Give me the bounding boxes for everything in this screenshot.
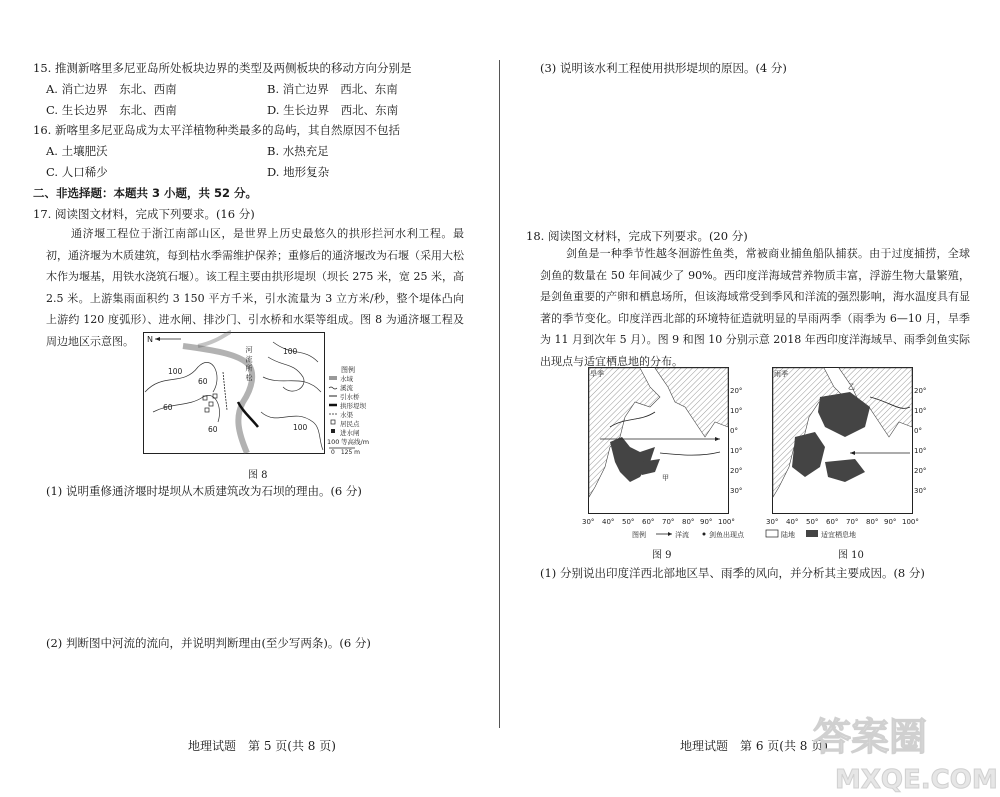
page-divider xyxy=(499,60,500,728)
contour-label: 100 xyxy=(293,423,308,432)
contour-label: 60 xyxy=(208,425,218,434)
svg-text:30°: 30° xyxy=(730,487,743,495)
watermark-logo xyxy=(805,708,998,795)
q16-option-b: B. 水热充足 xyxy=(267,144,329,158)
svg-text:80°: 80° xyxy=(682,518,695,526)
svg-text:100°: 100° xyxy=(902,518,919,526)
lon-labels-wet xyxy=(766,518,919,526)
maps-legend xyxy=(632,530,856,539)
q18-paragraph: 剑鱼是一种季节性越冬洄游性鱼类，常被商业捕鱼船队捕获。由于过度捕捞，全球剑鱼的数量在 50 年间减少了 90%。西印度洋海域营养物质丰富，浮游生物大量繁殖，是剑鱼重要的产卵和栖息场所，但该海域常受到季风和洋流的强烈影响，海水温度具有显著的季节变化。印度洋西北部的环境特征造就明显的旱雨两季（雨季为 6—10 月，旱季为 11 月到次年 5 月）。图 9 和图 10 分别示意 2018 年西印度洋海域旱、雨季剑鱼实际出现点与适宜栖息地的分布。 xyxy=(540,247,970,368)
q17-stem: 17. 阅读图文材料，完成下列要求。(16 分) xyxy=(33,207,255,221)
lat-labels-wet xyxy=(914,387,926,495)
north-label: N xyxy=(147,335,153,344)
svg-text:30°: 30° xyxy=(766,518,779,526)
legend-contour-value: 100 xyxy=(327,438,340,446)
svg-text:80°: 80° xyxy=(866,518,879,526)
legend-water-swatch xyxy=(329,376,337,380)
svg-text:70°: 70° xyxy=(662,518,675,526)
contour-label: 60 xyxy=(163,403,173,412)
svg-text:70°: 70° xyxy=(846,518,859,526)
figure-10-caption: 图 10 xyxy=(838,550,864,561)
legend-gate: 进水闸 xyxy=(340,429,360,437)
right-page xyxy=(502,0,1000,797)
svg-text:10°: 10° xyxy=(730,407,743,415)
legend-settlement: 居民点 xyxy=(340,420,360,428)
svg-text:60°: 60° xyxy=(642,518,655,526)
figure-8-caption: 图 8 xyxy=(248,470,268,481)
q16-option-c: C. 人口稀少 xyxy=(46,165,108,179)
watermark-url: MXQE.COM xyxy=(835,765,998,795)
svg-text:10°: 10° xyxy=(730,447,743,455)
q15-option-b: B. 消亡边界 西北、东南 xyxy=(267,82,398,96)
svg-text:10°: 10° xyxy=(914,447,927,455)
legend-water: 水域 xyxy=(340,375,353,383)
svg-text:50°: 50° xyxy=(622,518,635,526)
legend-dam: 拱形堤坝 xyxy=(340,402,366,410)
map-frame xyxy=(144,333,325,454)
q17-sub3: (3) 说明该水利工程使用拱形堤坝的原因。(4 分) xyxy=(540,61,787,75)
figures-9-10-maps xyxy=(580,367,960,539)
svg-text:40°: 40° xyxy=(786,518,799,526)
svg-text:90°: 90° xyxy=(700,518,713,526)
svg-text:90°: 90° xyxy=(884,518,897,526)
legend-title: 图例 xyxy=(341,366,355,374)
legend-title: 图例 xyxy=(632,531,646,539)
q16-option-d: D. 地形复杂 xyxy=(267,165,330,179)
legend-habitat: 适宜栖息地 xyxy=(821,531,856,539)
legend-stream: 溪流 xyxy=(340,384,353,392)
q15-option-c: C. 生长边界 东北、西南 xyxy=(46,103,177,117)
watermark-text: 答案圈 xyxy=(813,715,928,759)
q17-paragraph: 通济堰工程位于浙江南部山区，是世界上历史最悠久的拱形拦河水利工程。最初，通济堰为木质建筑，每到枯水季需维护保养；重修后的通济堰改为石堰（采用大松木作为堰基，用铁水浇筑石堰）。该工程主要由拱形堤坝（坝长 275 米，宽 25 米，高 2.5 米。上游集雨面积约 3 150 平方千米，引水流量为 3 立方米/秒，整个堤体凸向上游约 120 度弧形）、进水闸、排沙门、引水桥和水渠等组成。图 8 为通济堰工程及周边地区示意图。 xyxy=(46,227,464,348)
q18-sub1: (1) 分别说出印度洋西北部地区旱、雨季的风向，并分析其主要成因。(8 分) xyxy=(540,566,925,580)
legend-contour: 等高线/m xyxy=(341,438,370,446)
figure-8-map xyxy=(143,332,370,456)
map-mark-jia: 甲 xyxy=(662,474,669,482)
svg-text:30°: 30° xyxy=(582,518,595,526)
map-wet-season xyxy=(773,368,913,514)
lat-labels-dry xyxy=(730,387,742,495)
left-footer: 地理试题 第 5 页(共 8 页) xyxy=(188,739,336,753)
svg-text:20°: 20° xyxy=(914,387,927,395)
svg-text:20°: 20° xyxy=(730,387,743,395)
svg-text:0°: 0° xyxy=(730,427,738,435)
scale-bar-label: 0 125 m xyxy=(331,449,361,456)
figure-9-caption: 图 9 xyxy=(652,550,672,561)
svg-text:30°: 30° xyxy=(914,487,927,495)
legend-land: 陆地 xyxy=(781,531,795,539)
section-2-heading: 二、非选择题：本题共 3 小题，共 52 分。 xyxy=(33,186,258,200)
q15-option-d: D. 生长边界 西北、东南 xyxy=(267,103,399,117)
q17-sub2: (2) 判断图中河流的流向，并说明判断理由(至少写两条)。(6 分) xyxy=(46,636,371,650)
svg-text:20°: 20° xyxy=(730,467,743,475)
map-legend xyxy=(327,365,369,456)
legend-current: 洋流 xyxy=(675,531,689,539)
svg-text:20°: 20° xyxy=(914,467,927,475)
q16-option-a: A. 土壤肥沃 xyxy=(46,144,108,158)
q18-stem: 18. 阅读图文材料，完成下列要求。(20 分) xyxy=(526,229,748,243)
dry-season-label: 旱季 xyxy=(590,370,604,378)
lon-labels-dry xyxy=(582,518,735,526)
svg-text:100°: 100° xyxy=(718,518,735,526)
contour-label: 100 xyxy=(168,367,183,376)
svg-text:50°: 50° xyxy=(806,518,819,526)
map-dry-season xyxy=(589,368,729,514)
wet-season-label: 雨季 xyxy=(774,370,788,378)
q16-stem: 16. 新喀里多尼亚岛成为太平洋植物种类最多的岛屿，其自然原因不包括 xyxy=(33,123,400,137)
q15-stem: 15. 推测新喀里多尼亚岛所处板块边界的类型及两侧板块的移动方向分别是 xyxy=(33,61,412,75)
svg-text:60°: 60° xyxy=(826,518,839,526)
svg-text:40°: 40° xyxy=(602,518,615,526)
map-mark-yi: 乙 xyxy=(848,383,855,391)
left-page xyxy=(0,0,498,797)
q15-option-a: A. 消亡边界 东北、西南 xyxy=(46,82,177,96)
legend-canal: 水渠 xyxy=(340,411,353,419)
legend-sighting: 剑鱼出现点 xyxy=(709,531,744,539)
contour-label: 60 xyxy=(198,377,208,386)
right-footer: 地理试题 第 6 页(共 8 页) xyxy=(680,739,828,753)
svg-text:0°: 0° xyxy=(914,427,922,435)
svg-text:10°: 10° xyxy=(914,407,927,415)
river-label: 河 流 所 松 xyxy=(245,346,253,381)
contour-label: 100 xyxy=(283,347,298,356)
q17-sub1: (1) 说明重修通济堰时堤坝从木质建筑改为石坝的理由。(6 分) xyxy=(46,484,362,498)
legend-bridge: 引水桥 xyxy=(340,393,360,401)
